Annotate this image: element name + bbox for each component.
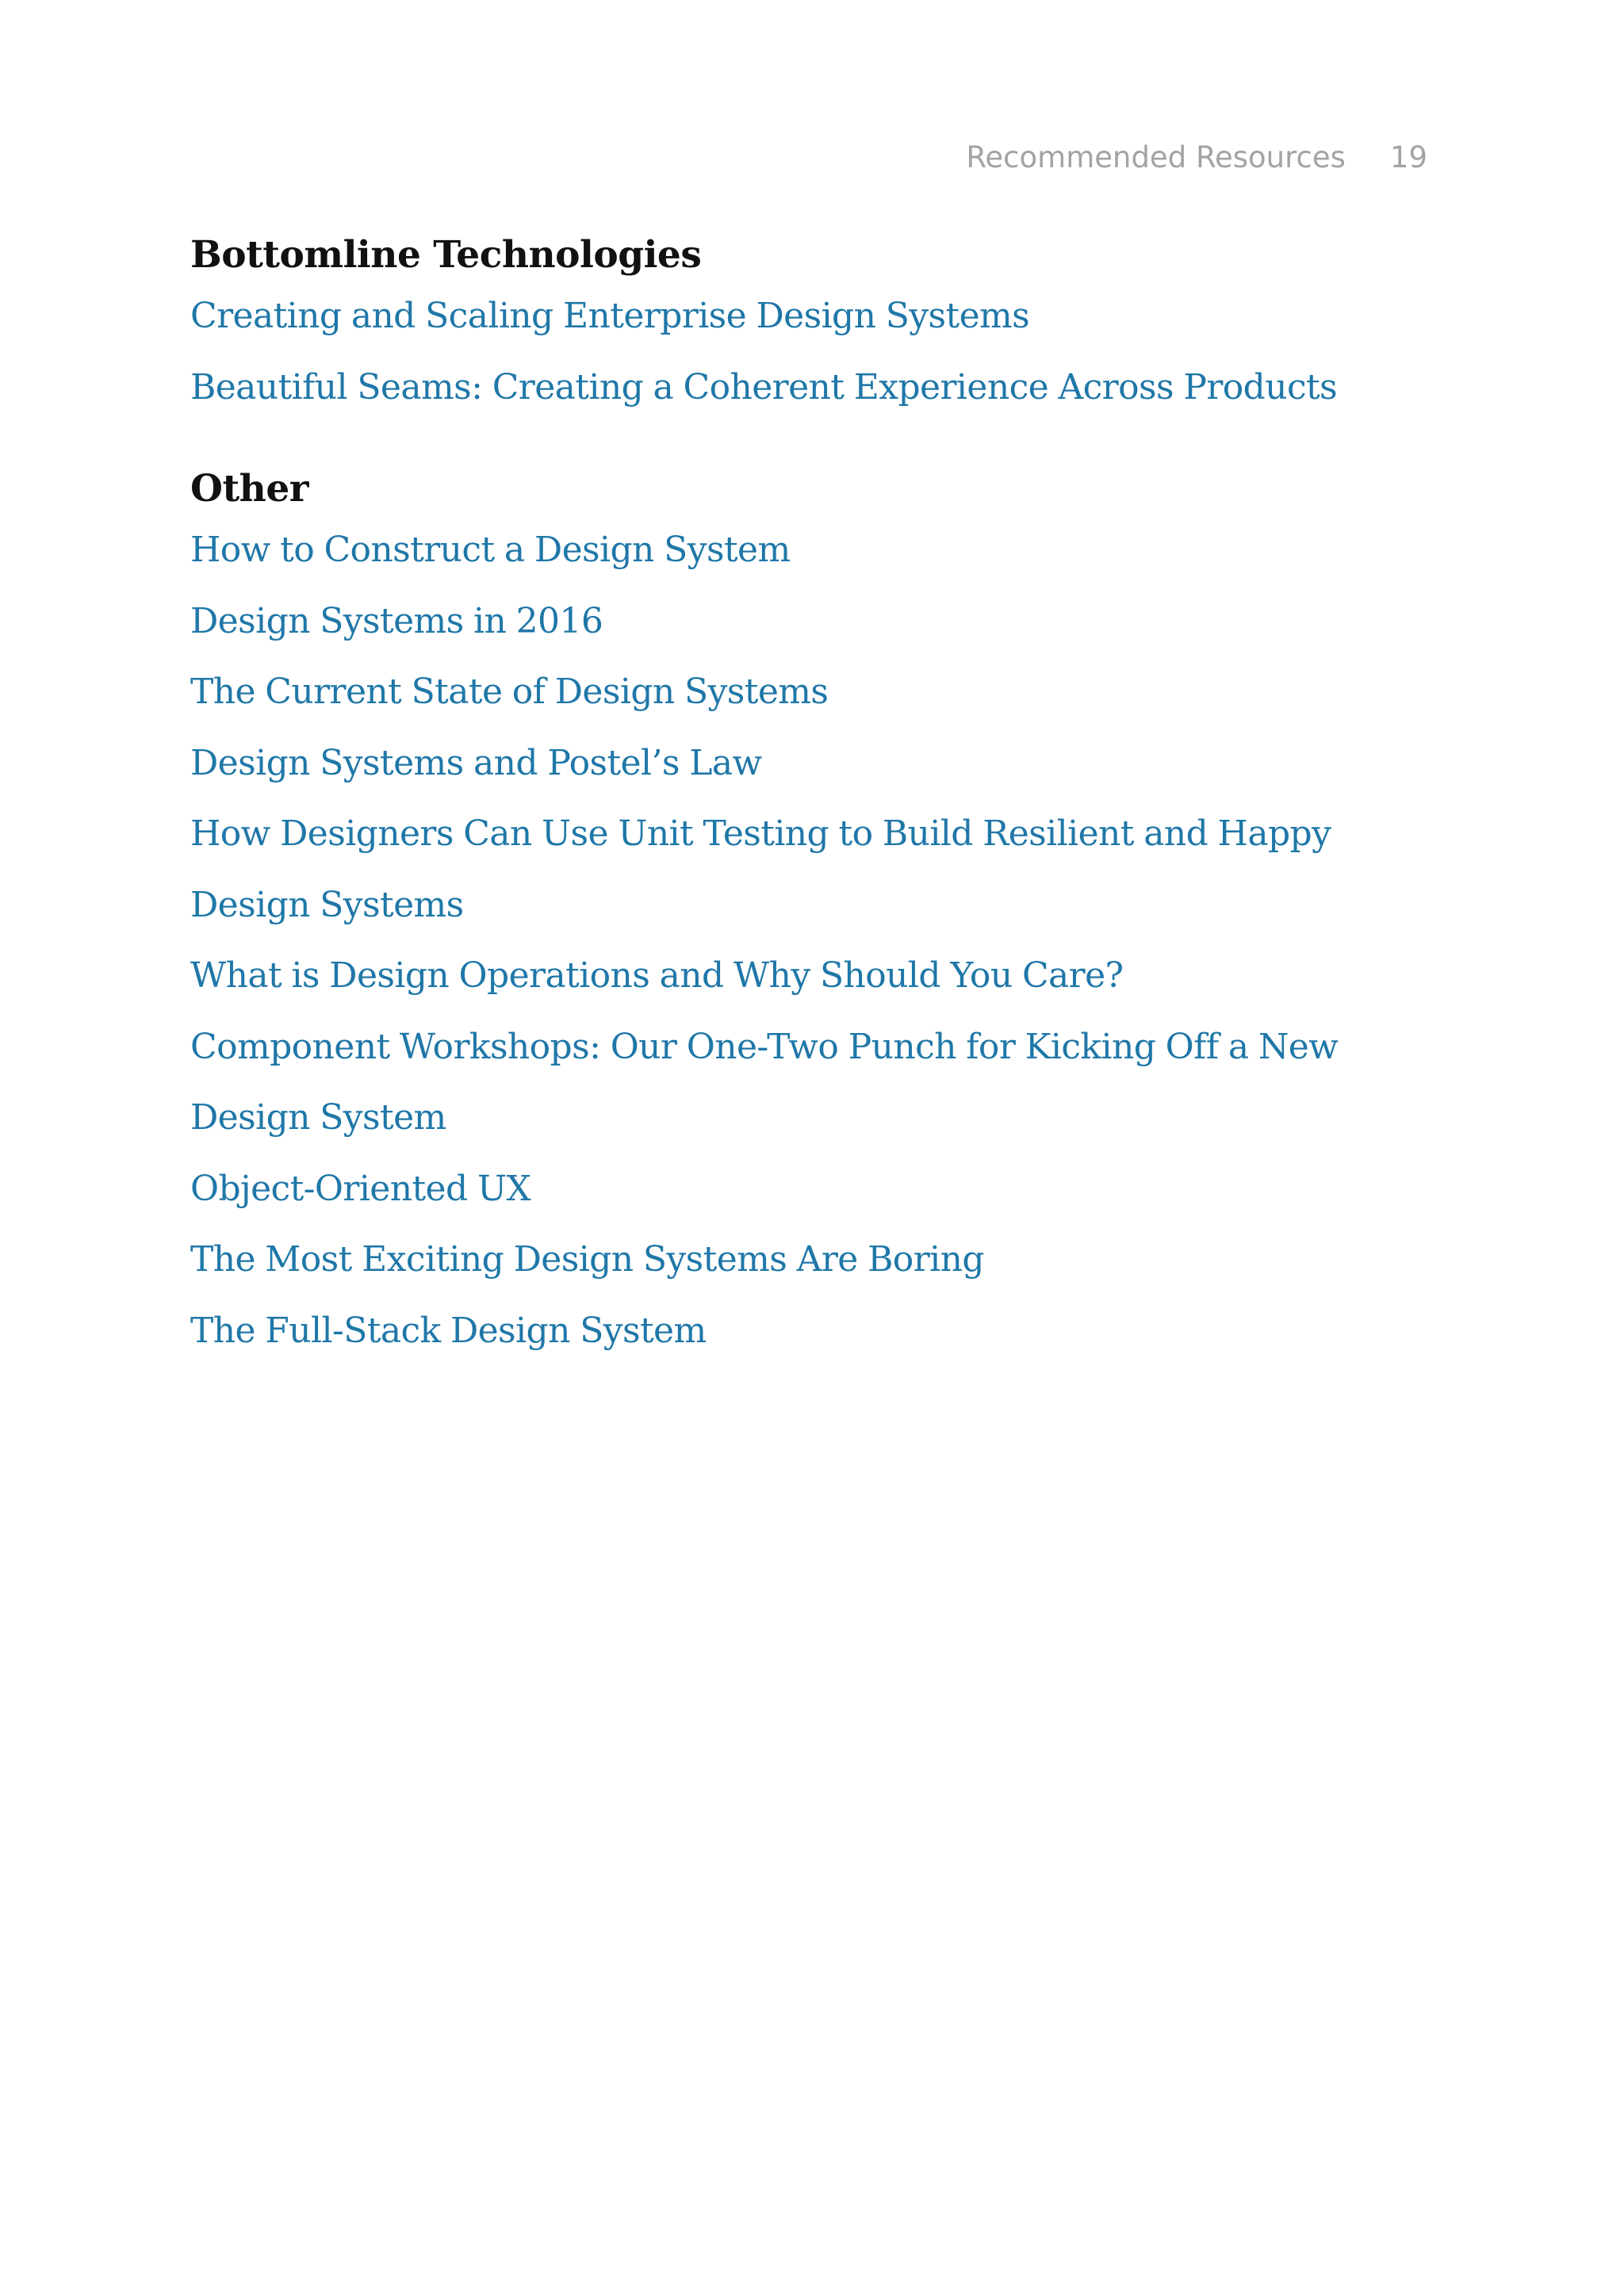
running-header [966,140,1427,174]
page-number: 19 [1389,140,1427,174]
resource-link[interactable]: Design Systems and Postel’s Law [190,742,762,783]
list-item [190,586,1443,657]
list-item [190,656,1443,728]
resource-link[interactable]: How Designers Can Use Unit Testing to Build Resilient and Happy Design Systems [190,813,1331,925]
resource-list [190,230,1443,1366]
resource-link[interactable]: Design Systems in 2016 [190,600,603,641]
list-item [190,728,1443,799]
link-list [190,281,1443,423]
list-item [190,515,1443,586]
list-item [190,1012,1443,1154]
resource-link[interactable]: Component Workshops: Our One-Two Punch for Kicking Off a New Design System [190,1026,1339,1138]
list-item [190,352,1443,423]
section-bottomline-technologies [190,230,1443,423]
list-item [190,1224,1443,1295]
resource-link[interactable]: How to Construct a Design System [190,530,791,570]
list-item [190,798,1443,940]
resource-link[interactable]: The Most Exciting Design Systems Are Boring [190,1239,984,1280]
section-other [190,464,1443,1366]
resource-link[interactable]: Creating and Scaling Enterprise Design Systems [190,296,1030,336]
list-item [190,940,1443,1012]
running-header-title: Recommended Resources [966,140,1346,174]
list-item [190,1154,1443,1225]
resource-link[interactable]: The Current State of Design Systems [190,672,829,712]
section-heading: Bottomline Technologies [190,233,702,277]
section-heading: Other [190,467,308,511]
resource-link[interactable]: Beautiful Seams: Creating a Coherent Experience Across Products [190,366,1338,408]
resource-link[interactable]: What is Design Operations and Why Should You Care? [190,955,1124,996]
link-list [190,515,1443,1366]
list-item [190,281,1443,352]
resource-link[interactable]: Object-Oriented UX [190,1168,531,1209]
list-item [190,1295,1443,1367]
resource-link[interactable]: The Full-Stack Design System [190,1310,707,1351]
